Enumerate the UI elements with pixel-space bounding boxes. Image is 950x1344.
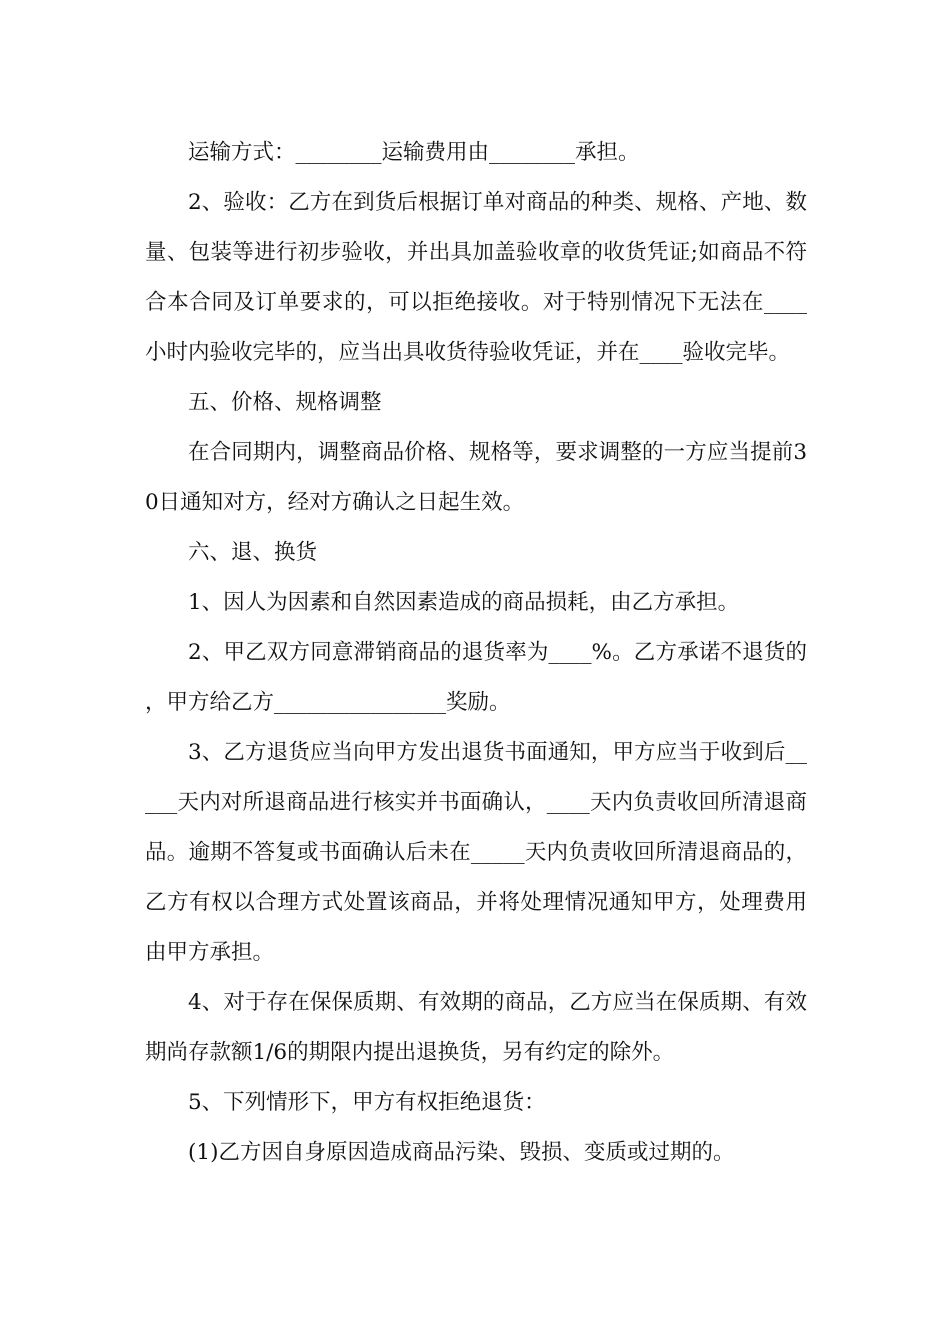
paragraph-returns-item-3: 3、乙方退货应当向甲方发出退货书面通知，甲方应当于收到后_____天内对所退商品进行核实并书面确认，____天内负责收回所清退商品。逾期不答复或书面确认后未在_____天内负责收回所清退商品的，乙方有权以合理方式处置该商品，并将处理情况通知甲方，处理费用由甲方承担。 — [145, 740, 807, 965]
section-heading-returns: 六、退、换货 — [188, 540, 318, 565]
paragraph-returns-item-5: 5、下列情形下，甲方有权拒绝退货： — [188, 1090, 546, 1115]
paragraph-returns-item-4: 4、对于存在保保质期、有效期的商品，乙方应当在保质期、有效期尚存款额1/6的期限内提出退换货，另有约定的除外。 — [145, 990, 807, 1065]
section-heading-price-adjustment: 五、价格、规格调整 — [188, 390, 382, 415]
paragraph-transport: 运输方式：________运输费用由________承担。 — [188, 140, 640, 165]
paragraph-returns-item-5-1: (1)乙方因自身原因造成商品污染、毁损、变质或过期的。 — [188, 1140, 735, 1165]
paragraph-returns-item-1: 1、因人为因素和自然因素造成的商品损耗，由乙方承担。 — [188, 590, 740, 615]
paragraph-acceptance: 2、验收：乙方在到货后根据订单对商品的种类、规格、产地、数量、包装等进行初步验收，并出具加盖验收章的收货凭证;如商品不符合本合同及订单要求的，可以拒绝接收。对于特别情况下无法在____小时内验收完毕的，应当出具收货待验收凭证，并在____验收完毕。 — [145, 190, 807, 365]
paragraph-price-adjustment: 在合同期内，调整商品价格、规格等，要求调整的一方应当提前30日通知对方，经对方确认之日起生效。 — [145, 440, 807, 515]
document-body — [145, 128, 807, 1178]
paragraph-returns-item-2: 2、甲乙双方同意滞销商品的退货率为____%。乙方承诺不退货的，甲方给乙方________________奖励。 — [145, 640, 807, 715]
